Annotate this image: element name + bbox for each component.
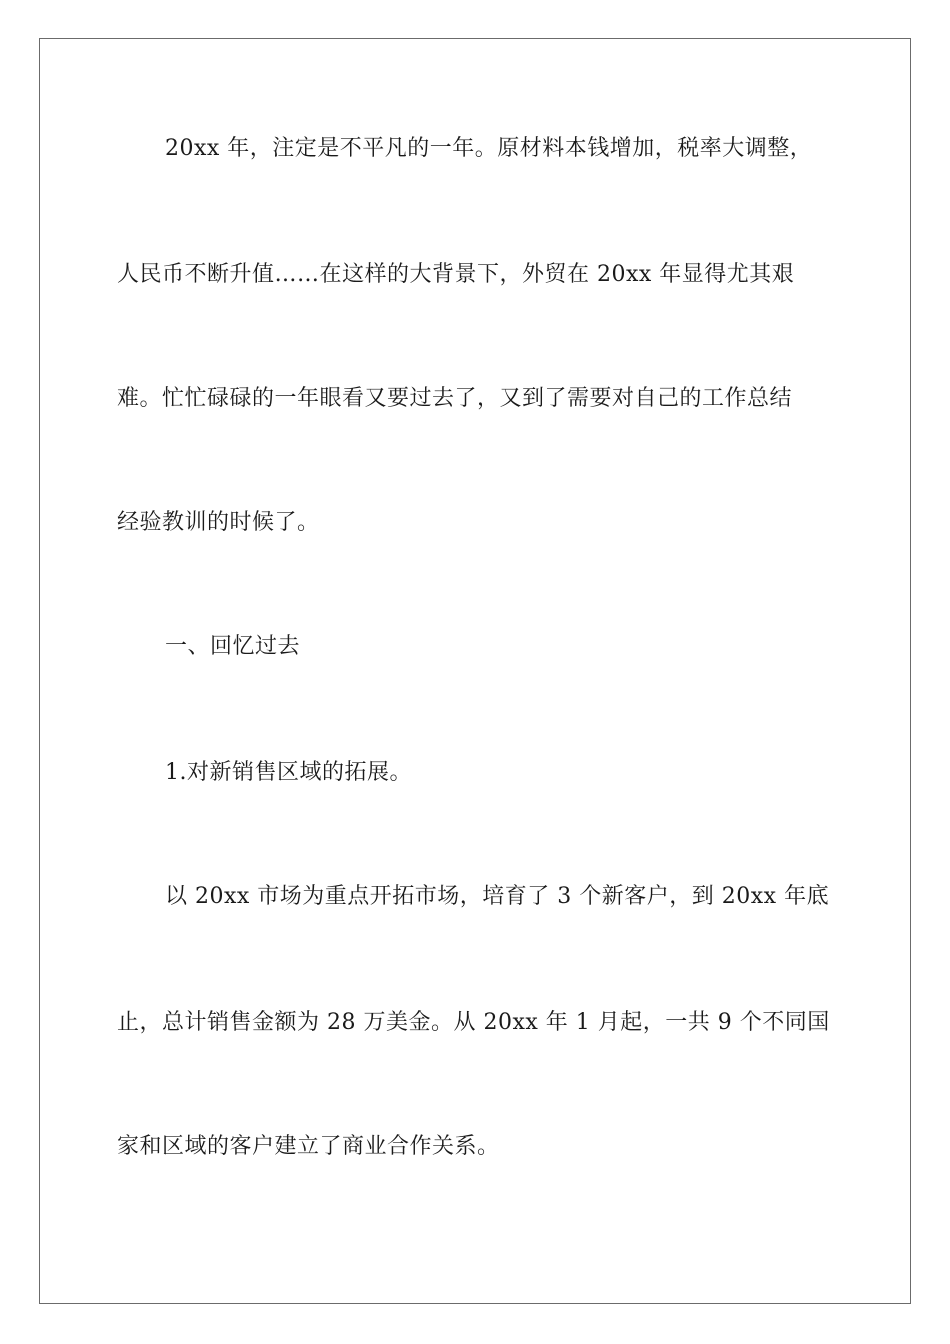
- section-heading: 一、回忆过去: [165, 634, 301, 659]
- paragraph-line: 难。忙忙碌碌的一年眼看又要过去了，又到了需要对自己的工作总结: [117, 386, 793, 411]
- paragraph-line: 家和区域的客户建立了商业合作关系。: [117, 1134, 500, 1159]
- paragraph-line: 人民币不断升值……在这样的大背景下，外贸在 20xx 年显得尤其艰: [117, 262, 795, 287]
- page-border: [39, 38, 911, 1304]
- paragraph-line: 经验教训的时候了。: [117, 510, 320, 535]
- subsection-heading: 1.对新销售区域的拓展。: [165, 760, 412, 785]
- paragraph-line: 20xx 年，注定是不平凡的一年。原材料本钱增加，税率大调整，: [165, 136, 813, 161]
- paragraph-line: 止，总计销售金额为 28 万美金。从 20xx 年 1 月起，一共 9 个不同国: [117, 1010, 830, 1035]
- paragraph-line: 以 20xx 市场为重点开拓市场，培育了 3 个新客户，到 20xx 年底: [165, 884, 830, 909]
